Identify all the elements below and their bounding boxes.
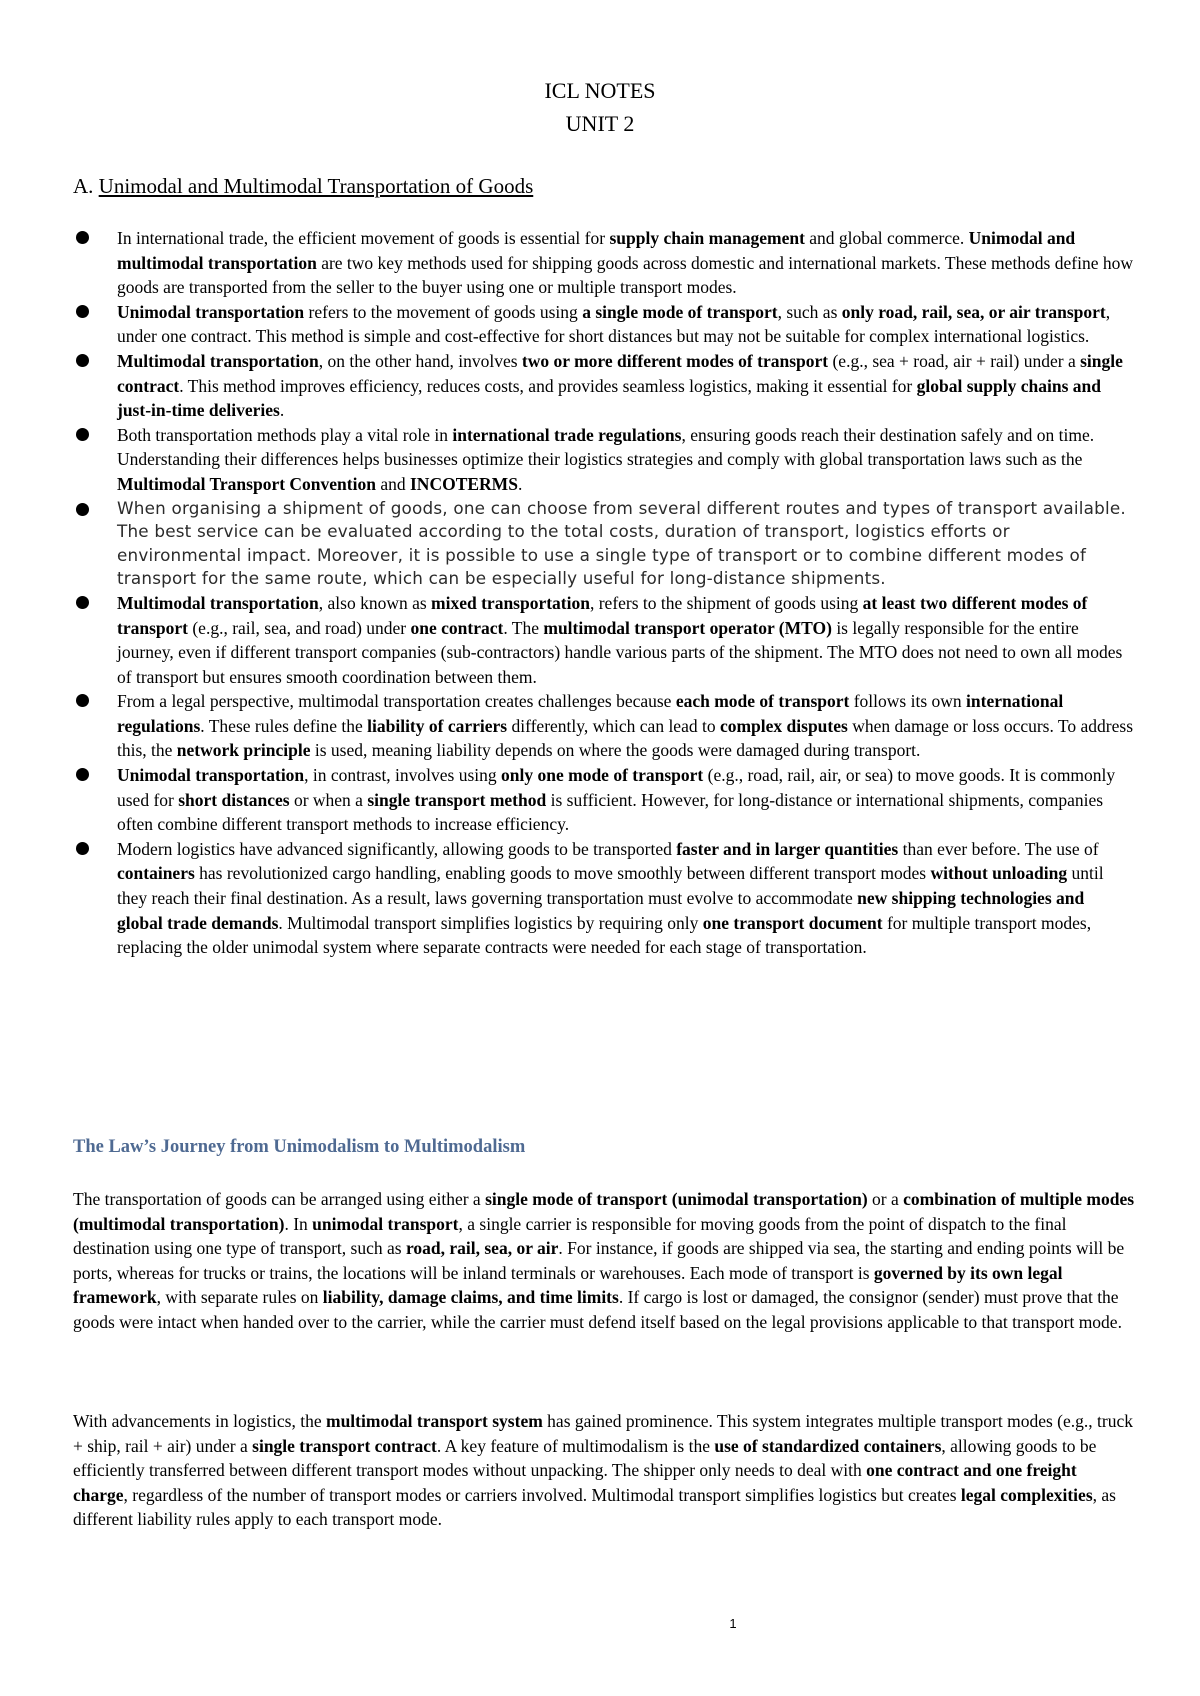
text-run: With advancements in logistics, the — [73, 1411, 326, 1431]
document-title: ICL NOTES — [544, 78, 656, 103]
bullet-icon — [76, 842, 89, 855]
list-item-text — [117, 498, 1126, 589]
bold-text: new shipping technologies and global trade demands — [117, 888, 1085, 933]
text-run: , refers to the shipment of goods using — [589, 592, 863, 613]
text-run: . These rules define the — [200, 715, 368, 736]
list-item — [73, 423, 1133, 497]
list-item — [73, 300, 1133, 349]
bold-text: mixed transportation — [431, 592, 590, 613]
bold-text: Multimodal Transport Convention — [117, 473, 376, 494]
list-item — [73, 497, 1133, 591]
subheading: The Law’s Journey from Unimodalism to Multimodalism — [73, 1137, 526, 1157]
paragraph — [73, 1187, 1135, 1335]
bold-text: without unloading — [930, 863, 1068, 884]
text-run: follows its own — [849, 691, 967, 712]
bold-text: Unimodal and multimodal transportation — [117, 228, 1076, 273]
text-run: for multiple transport modes, replacing the older unimodal system where separate contracts were needed for each stage of transportation. — [117, 912, 1092, 958]
bullet-icon — [76, 305, 89, 318]
section-prefix: A. — [73, 174, 99, 198]
text-run: . If cargo is lost or damaged, the consignor (sender) must prove that the goods were intact when handed over to the carrier, while the carrier must defend itself based on the legal provisions applicable to that transport mode. — [73, 1287, 1122, 1332]
text-run: is sufficient. However, for long-distance or international shipments, companies often combine different transport methods to increase efficiency. — [117, 789, 1104, 835]
list-item — [73, 591, 1133, 689]
paragraph — [73, 1409, 1135, 1532]
section-title: Unimodal and Multimodal Transportation of Goods — [98, 174, 534, 198]
text-run: , under one contract. This method is simple and cost-effective for short distances but may not be suitable for complex international logistics. — [117, 301, 1111, 347]
bold-text: liability of carriers — [367, 715, 508, 736]
bold-text: supply chain management — [609, 228, 805, 248]
document-subtitle: UNIT 2 — [565, 111, 635, 136]
text-run: refers to the movement of goods using — [304, 301, 583, 322]
text-run: . The — [503, 617, 544, 638]
list-item-text — [117, 691, 1133, 760]
text-run: , on the other hand, involves — [318, 350, 522, 371]
bullet-icon — [76, 231, 89, 244]
list-item — [73, 226, 1133, 300]
bold-text: complex disputes — [719, 715, 848, 736]
text-run: . — [279, 400, 285, 421]
bold-text: multimodal transport operator (MTO) — [543, 617, 832, 638]
bold-text: governed by its own legal framework — [73, 1262, 1063, 1308]
list-item — [73, 837, 1133, 960]
bold-text: at least two different modes of transport — [117, 592, 1088, 638]
bold-text: international trade regulations — [452, 424, 682, 445]
text-run: , a single carrier is responsible for moving goods from the point of dispatch to the final destination using one type of transport, such as — [73, 1213, 1067, 1259]
bullet-icon — [76, 694, 89, 707]
text-run: are two key methods used for shipping goods across domestic and international markets. These methods define how goods are transported from the seller to the buyer using one or multiple transport modes. — [117, 252, 1133, 298]
bold-text: single contract — [117, 350, 1123, 396]
text-run: . This method improves efficiency, reduces costs, and provides seamless logistics, making it essential for — [179, 375, 917, 396]
text-run: Both transportation methods play a vital role in — [117, 424, 453, 445]
bold-text: multimodal transport system — [326, 1411, 543, 1431]
section-heading — [73, 172, 533, 200]
text-run: , ensuring goods reach their destination safely and on time. Understanding their differences helps businesses optimize their logistics strategies and comply with global transportation laws such as the — [117, 424, 1095, 470]
text-run: or a — [867, 1189, 904, 1209]
bullet-icon — [76, 768, 89, 781]
text-run: until they reach their final destination. As a result, laws governing transportation must evolve to accommodate — [117, 863, 1104, 909]
bold-text: INCOTERMS — [410, 473, 518, 494]
text-run: is used, meaning liability depends on where the goods were damaged during transport. — [310, 740, 921, 761]
text-run: is legally responsible for the entire journey, even if different transport companies (sub-contractors) handle various parts of the shipment. The MTO does not need to own all modes of transport but ensures smooth coordination between them. — [117, 617, 1123, 687]
text-run: The transportation of goods can be arranged using either a — [73, 1189, 486, 1209]
text-run: has gained prominence. This system integrates multiple transport modes (e.g., truck + ship, rail + air) under a — [73, 1411, 1133, 1456]
bold-text: legal complexities — [960, 1484, 1093, 1505]
bold-text: only one mode of transport — [501, 765, 704, 786]
bold-text: two or more different modes of transport — [521, 350, 829, 371]
bold-text: faster and in larger quantities — [676, 838, 899, 859]
bold-text: short distances — [178, 789, 290, 810]
text-run: , with separate rules on — [156, 1287, 323, 1308]
text-run: , allowing goods to be efficiently transferred between different transport modes without unpacking. The shipper only needs to deal with — [73, 1435, 1097, 1481]
bold-text: Unimodal transportation — [117, 765, 305, 786]
text-run: , as different liability rules apply to each transport mode. — [73, 1484, 1116, 1530]
bold-text: unimodal transport — [312, 1213, 459, 1234]
bold-text: one contract — [410, 617, 504, 638]
list-item — [73, 349, 1133, 423]
text-run: and global commerce. — [804, 228, 969, 248]
text-run: From a legal perspective, multimodal transportation creates challenges because — [117, 691, 676, 712]
text-run: (e.g., sea + road, air + rail) under a — [828, 350, 1081, 371]
bullet-icon — [76, 596, 89, 609]
bold-text: one contract and one freight charge — [73, 1460, 1077, 1505]
bold-text: combination of multiple modes (multimodal transportation) — [73, 1189, 1135, 1234]
bold-text: network principle — [176, 740, 311, 761]
text-run: When organising a shipment of goods, one can choose from several different routes and types of transport available. The best service can be evaluated according to the total costs, duration of transport, logistics efforts or environmental impact. Moreover, it is possible to use a single type of transport or to combine different modes of transport for the same route, which can be especially useful for long-distance shipments. — [117, 497, 1126, 589]
bold-text: use of standardized containers — [714, 1435, 942, 1456]
list-item — [73, 689, 1133, 763]
page-number: 1 — [729, 1616, 737, 1631]
bold-text: Unimodal transportation — [117, 301, 305, 322]
text-run: , in contrast, involves using — [304, 765, 502, 786]
text-run: than ever before. The use of — [898, 838, 1099, 859]
text-run: In international trade, the efficient movement of goods is essential for — [117, 228, 610, 248]
text-run: or when a — [289, 789, 368, 810]
bold-text: only road, rail, sea, or air transport — [841, 301, 1106, 322]
bullet-icon — [76, 428, 89, 441]
list-item-text — [117, 593, 1122, 687]
bullet-list — [73, 226, 1133, 960]
bold-text: a single mode of transport — [582, 301, 778, 322]
text-run: , also known as — [318, 592, 432, 613]
bold-text: single mode of transport (unimodal transportation) — [485, 1189, 868, 1209]
text-run: . In — [284, 1213, 313, 1234]
bullet-icon — [76, 354, 89, 367]
bold-text: each mode of transport — [675, 691, 850, 712]
bold-text: international regulations — [117, 691, 1064, 736]
text-run: . Multimodal transport simplifies logistics by requiring only — [278, 912, 703, 933]
bullet-icon — [76, 503, 89, 516]
text-run: and — [375, 473, 410, 494]
list-item-text — [117, 839, 1104, 957]
text-run: (e.g., rail, sea, and road) under — [187, 617, 411, 638]
bold-text: global supply chains and just-in-time deliveries — [117, 375, 1101, 421]
text-run: Modern logistics have advanced significantly, allowing goods to be transported — [117, 838, 677, 859]
bold-text: Multimodal transportation — [117, 592, 319, 613]
text-run: . For instance, if goods are shipped via sea, the starting and ending points will be ports, whereas for trucks or trains, the locations will be inland terminals or warehouses. Each mode of transport is — [73, 1238, 1125, 1283]
text-run: . A key feature of multimodalism is the — [436, 1435, 715, 1456]
list-item-text — [117, 302, 1110, 347]
list-item — [73, 763, 1133, 837]
bold-text: one transport document — [702, 912, 883, 933]
bold-text: liability, damage claims, and time limits — [322, 1287, 619, 1308]
text-run: , such as — [777, 301, 842, 322]
text-run: . — [517, 473, 523, 494]
text-run: , regardless of the number of transport modes or carriers involved. Multimodal transport simplifies logistics but creates — [123, 1484, 961, 1505]
text-run: (e.g., road, rail, air, or sea) to move goods. It is commonly used for — [117, 765, 1116, 810]
text-run: when damage or loss occurs. To address this, the — [117, 715, 1133, 761]
list-item-text — [117, 351, 1123, 420]
bold-text: single transport method — [367, 789, 547, 810]
list-item-text — [117, 425, 1094, 494]
list-item-text — [117, 228, 1133, 297]
bold-text: single transport contract — [252, 1435, 437, 1456]
text-run: differently, which can lead to — [507, 715, 720, 736]
bold-text: Multimodal transportation — [117, 350, 319, 371]
bold-text: road, rail, sea, or air — [405, 1238, 559, 1259]
list-item-text — [117, 765, 1115, 834]
bold-text: containers — [117, 863, 195, 884]
text-run: has revolutionized cargo handling, enabling goods to move smoothly between different transport modes — [194, 863, 931, 884]
